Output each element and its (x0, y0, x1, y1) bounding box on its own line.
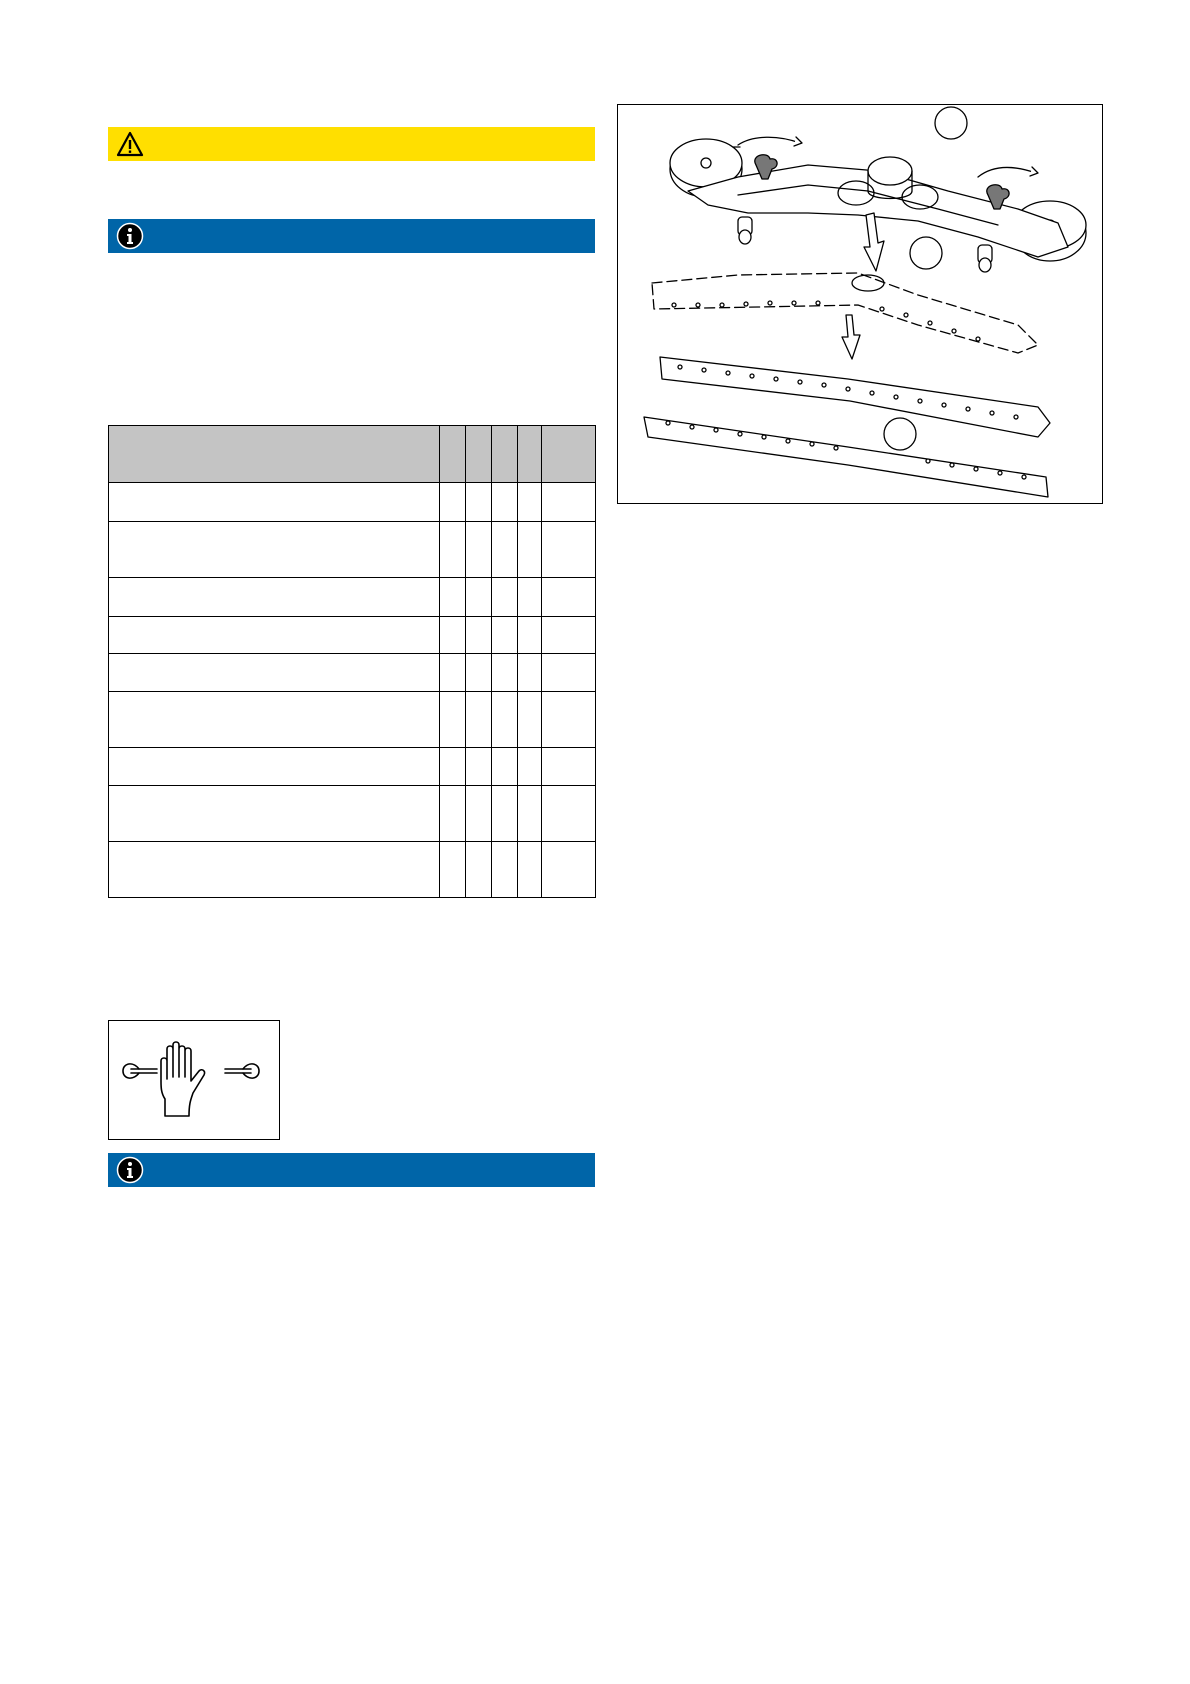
table-cell (518, 522, 542, 578)
table-cell (109, 786, 440, 842)
table-cell (466, 654, 492, 692)
table-cell (518, 786, 542, 842)
table-cell (518, 578, 542, 617)
table-cell (440, 617, 466, 654)
table-cell (440, 483, 466, 522)
table-row (109, 748, 596, 786)
table-cell (109, 578, 440, 617)
table-row (109, 483, 596, 522)
table-cell (492, 617, 518, 654)
table-cell (440, 522, 466, 578)
table-cell (518, 692, 542, 748)
table-cell (466, 692, 492, 748)
table-row (109, 654, 596, 692)
table-cell (492, 786, 518, 842)
warning-triangle-icon (116, 130, 144, 158)
table-cell (109, 748, 440, 786)
table-cell (542, 617, 596, 654)
info-bar (108, 219, 595, 253)
warning-bar (108, 127, 595, 161)
callout-3 (884, 418, 916, 450)
table-cell (466, 748, 492, 786)
table-cell (518, 654, 542, 692)
table-cell (109, 483, 440, 522)
maintenance-table (108, 425, 596, 898)
table-cell (109, 617, 440, 654)
table-cell (542, 578, 596, 617)
table-row (109, 842, 596, 898)
gloves-and-wrenches-icon (109, 1021, 279, 1139)
header-cell (518, 426, 542, 483)
table-cell (492, 654, 518, 692)
squeegee-assembly-figure (617, 104, 1103, 504)
table-cell (492, 578, 518, 617)
table-cell (466, 483, 492, 522)
table-cell (440, 748, 466, 786)
header-cell (440, 426, 466, 483)
table-cell (492, 748, 518, 786)
table-cell (440, 578, 466, 617)
table-cell (518, 617, 542, 654)
squeegee-exploded-drawing (618, 105, 1102, 503)
info-icon (116, 222, 144, 250)
table-cell (492, 842, 518, 898)
callout-1 (935, 107, 967, 139)
table-cell (109, 842, 440, 898)
header-cell (466, 426, 492, 483)
table-row (109, 522, 596, 578)
table-cell (518, 842, 542, 898)
table-cell (109, 654, 440, 692)
table-cell (492, 522, 518, 578)
table-row (109, 578, 596, 617)
callout-2 (910, 237, 942, 269)
table-cell (440, 654, 466, 692)
info-icon (116, 1156, 144, 1184)
table-cell (542, 692, 596, 748)
table-cell (518, 748, 542, 786)
table-cell (466, 786, 492, 842)
table-cell (109, 692, 440, 748)
table-cell (542, 748, 596, 786)
table-cell (466, 842, 492, 898)
table-cell (440, 786, 466, 842)
header-cell (542, 426, 596, 483)
table-row (109, 617, 596, 654)
table-cell (466, 617, 492, 654)
table-row (109, 692, 596, 748)
ppe-pictogram-box (108, 1020, 280, 1140)
table-cell (518, 483, 542, 522)
header-cell (492, 426, 518, 483)
table-cell (542, 842, 596, 898)
table-cell (542, 786, 596, 842)
table-cell (440, 692, 466, 748)
header-cell (109, 426, 440, 483)
table-cell (466, 578, 492, 617)
table-header-row (109, 426, 596, 483)
table-cell (492, 692, 518, 748)
info-bar (108, 1153, 595, 1187)
table-cell (542, 522, 596, 578)
table-row (109, 786, 596, 842)
table-cell (466, 522, 492, 578)
table-cell (440, 842, 466, 898)
table-cell (109, 522, 440, 578)
table-cell (542, 654, 596, 692)
table-cell (492, 483, 518, 522)
table-cell (542, 483, 596, 522)
